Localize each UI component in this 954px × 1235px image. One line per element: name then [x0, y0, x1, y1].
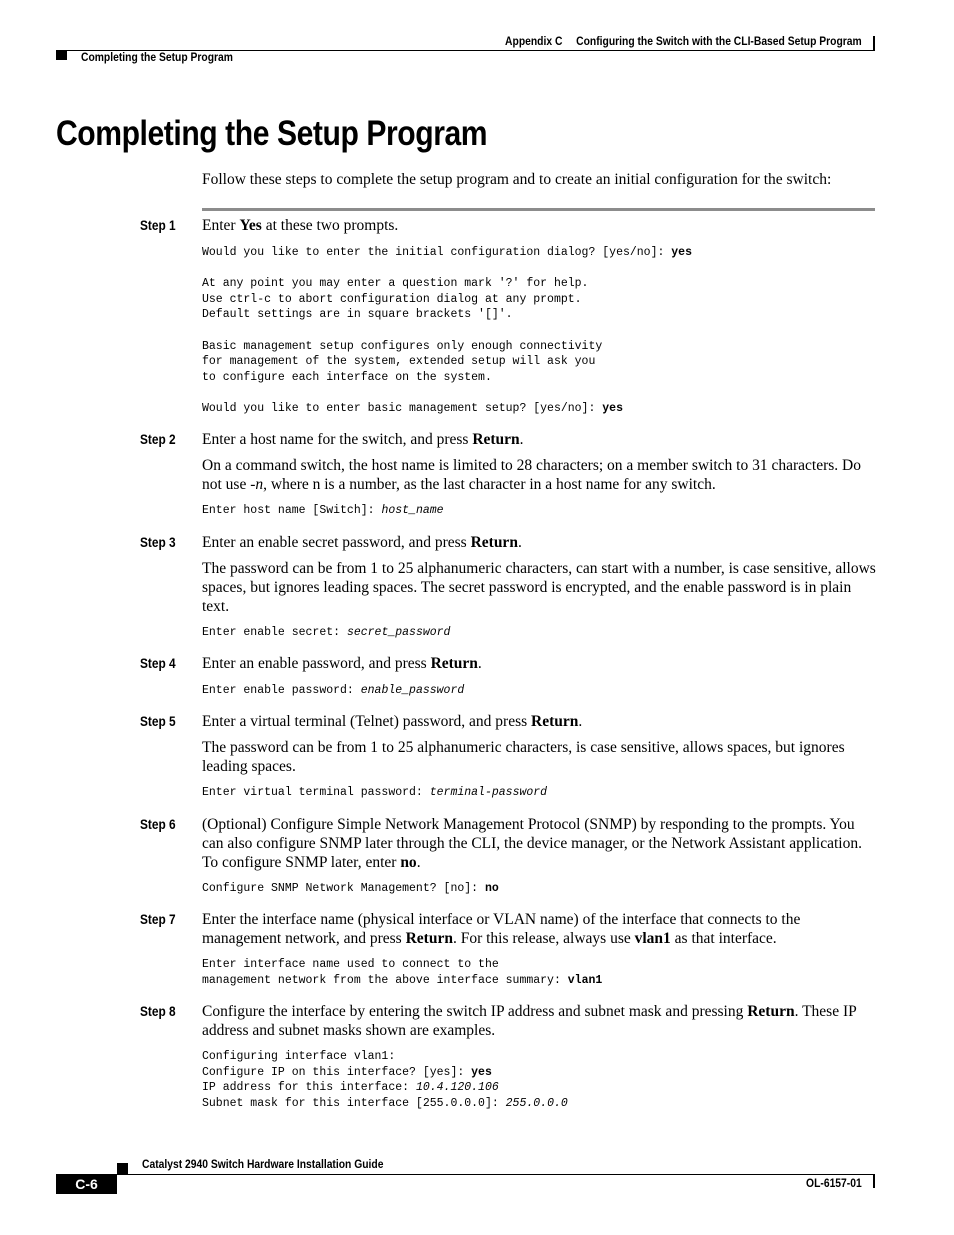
code-block: [202, 503, 444, 519]
bold-term: Return: [472, 431, 520, 448]
step-label: Step 5: [140, 714, 176, 729]
bold-term: Return: [405, 930, 453, 947]
code-block: [202, 957, 602, 988]
code-line: [202, 261, 692, 277]
bold-term: Return: [430, 655, 478, 672]
code-line: for management of the system, extended setup will ask you: [202, 355, 596, 369]
code-block: [202, 245, 692, 417]
step-instruction: Enter the interface name (physical interface or VLAN name) of the interface that connects to the management network, and press Return. For this release, always use vlan1 as that interface.: [202, 911, 801, 947]
code-line: Default settings are in square brackets '[]'.: [202, 308, 513, 322]
bold-term: yes: [602, 401, 623, 415]
footer-rule-tick: [873, 1174, 875, 1188]
step-label: Step 8: [140, 1004, 176, 1019]
code-line: [202, 385, 692, 401]
step-label: Step 2: [140, 432, 176, 447]
running-header-section: Completing the Setup Program: [81, 50, 233, 64]
code-line: Enter host name [Switch]: host_name: [202, 504, 444, 517]
step-instruction: (Optional) Configure Simple Network Management Protocol (SNMP) by responding to the prompts. You can also configure SNMP later through the CLI, the device manager, or the Network Assistant application. To configure SNMP later, enter no.: [202, 816, 862, 871]
code-block: [202, 1049, 568, 1111]
code-line: IP address for this interface: 10.4.120.106: [202, 1081, 499, 1095]
code-line: Enter virtual terminal password: terminal-password: [202, 786, 548, 799]
bold-term: yes: [471, 1065, 492, 1079]
italic-term: terminal-password: [429, 786, 548, 799]
footer-square-marker: [117, 1163, 128, 1174]
code-block: [202, 625, 450, 641]
italic-term: n: [255, 476, 264, 493]
header-rule-tick: [873, 36, 875, 51]
step-instruction: Configure the interface by entering the switch IP address and subnet mask and pressing Return. These IP address and subnet masks shown are examples.: [202, 1003, 857, 1039]
code-line: Configuring interface vlan1:: [202, 1050, 396, 1063]
code-block: [202, 881, 499, 897]
step-instruction: Enter a host name for the switch, and press Return.: [202, 431, 524, 448]
code-line: Configure SNMP Network Management? [no]: no: [202, 882, 499, 895]
code-line: Enter enable password: enable_password: [202, 684, 465, 697]
page-number-box: [56, 1174, 117, 1194]
italic-term: 255.0.0.0: [505, 1096, 568, 1110]
step-instruction: Enter an enable secret password, and press Return.: [202, 534, 522, 551]
running-header-chapter: [505, 34, 862, 48]
bold-term: no: [400, 854, 417, 871]
footer-rule: [56, 1174, 874, 1175]
italic-term: 10.4.120.106: [415, 1081, 499, 1095]
page-number: C-6: [75, 1176, 98, 1192]
footer-doc-number: OL-6157-01: [806, 1176, 862, 1190]
code-line: Subnet mask for this interface [255.0.0.0]: 255.0.0.0: [202, 1096, 568, 1110]
bold-term: yes: [671, 246, 692, 259]
step-label: Step 6: [140, 817, 176, 832]
bold-term: Yes: [239, 217, 262, 234]
section-rule: [202, 208, 875, 211]
intro-paragraph: Follow these steps to complete the setup program and to create an initial configuration for the switch:: [202, 171, 832, 188]
code-block: [202, 683, 464, 699]
bold-term: Return: [470, 534, 518, 551]
code-line: [202, 323, 692, 339]
italic-term: secret_password: [346, 626, 451, 639]
italic-term: enable_password: [360, 684, 465, 697]
code-line: Basic management setup configures only enough connectivity: [202, 339, 603, 353]
bold-term: Return: [747, 1003, 795, 1020]
code-line: Would you like to enter basic management setup? [yes/no]: yes: [202, 401, 623, 415]
step-label: Step 7: [140, 912, 176, 927]
step-note: The password can be from 1 to 25 alphanumeric characters, can start with a number, is case sensitive, allows spaces, but ignores leading spaces. The secret password is encrypted, and the enable password is in plain text.: [202, 560, 876, 615]
code-line: Enter interface name used to connect to the: [202, 958, 499, 971]
step-instruction: Enter Yes at these two prompts.: [202, 217, 399, 234]
step-label: Step 4: [140, 656, 176, 671]
header-appendix: Appendix C: [505, 34, 563, 48]
italic-term: host_name: [381, 504, 444, 517]
code-line: Enter enable secret: secret_password: [202, 626, 451, 639]
bold-term: vlan1: [634, 930, 671, 947]
step-note: On a command switch, the host name is limited to 28 characters; on a member switch to 31 characters. Do not use -n, where n is a number, as the last character in a host name for any switch.: [202, 457, 861, 493]
code-line: At any point you may enter a question mark '?' for help.: [202, 277, 589, 291]
code-line: Would you like to enter the initial configuration dialog? [yes/no]: yes: [202, 246, 692, 259]
step-instruction: Enter an enable password, and press Return.: [202, 655, 482, 672]
code-block: [202, 785, 547, 801]
code-line: to configure each interface on the system.: [202, 370, 492, 384]
bold-term: vlan1: [567, 973, 603, 987]
step-note: The password can be from 1 to 25 alphanumeric characters, is case sensitive, allows spaces, but ignores leading spaces.: [202, 739, 845, 775]
bold-term: Return: [531, 713, 579, 730]
code-line: management network from the above interface summary: vlan1: [202, 973, 603, 987]
step-label: Step 3: [140, 535, 176, 550]
code-line: Configure IP on this interface? [yes]: yes: [202, 1065, 492, 1079]
header-chapter-title: Configuring the Switch with the CLI-Based Setup Program: [576, 34, 862, 48]
code-line: Use ctrl-c to abort configuration dialog at any prompt.: [202, 292, 582, 306]
header-square-marker: [56, 51, 67, 60]
bold-term: no: [484, 882, 499, 895]
page-title: Completing the Setup Program: [56, 114, 488, 153]
step-label: Step 1: [140, 218, 176, 233]
footer-guide-title: Catalyst 2940 Switch Hardware Installation Guide: [142, 1157, 384, 1171]
step-instruction: Enter a virtual terminal (Telnet) password, and press Return.: [202, 713, 583, 730]
